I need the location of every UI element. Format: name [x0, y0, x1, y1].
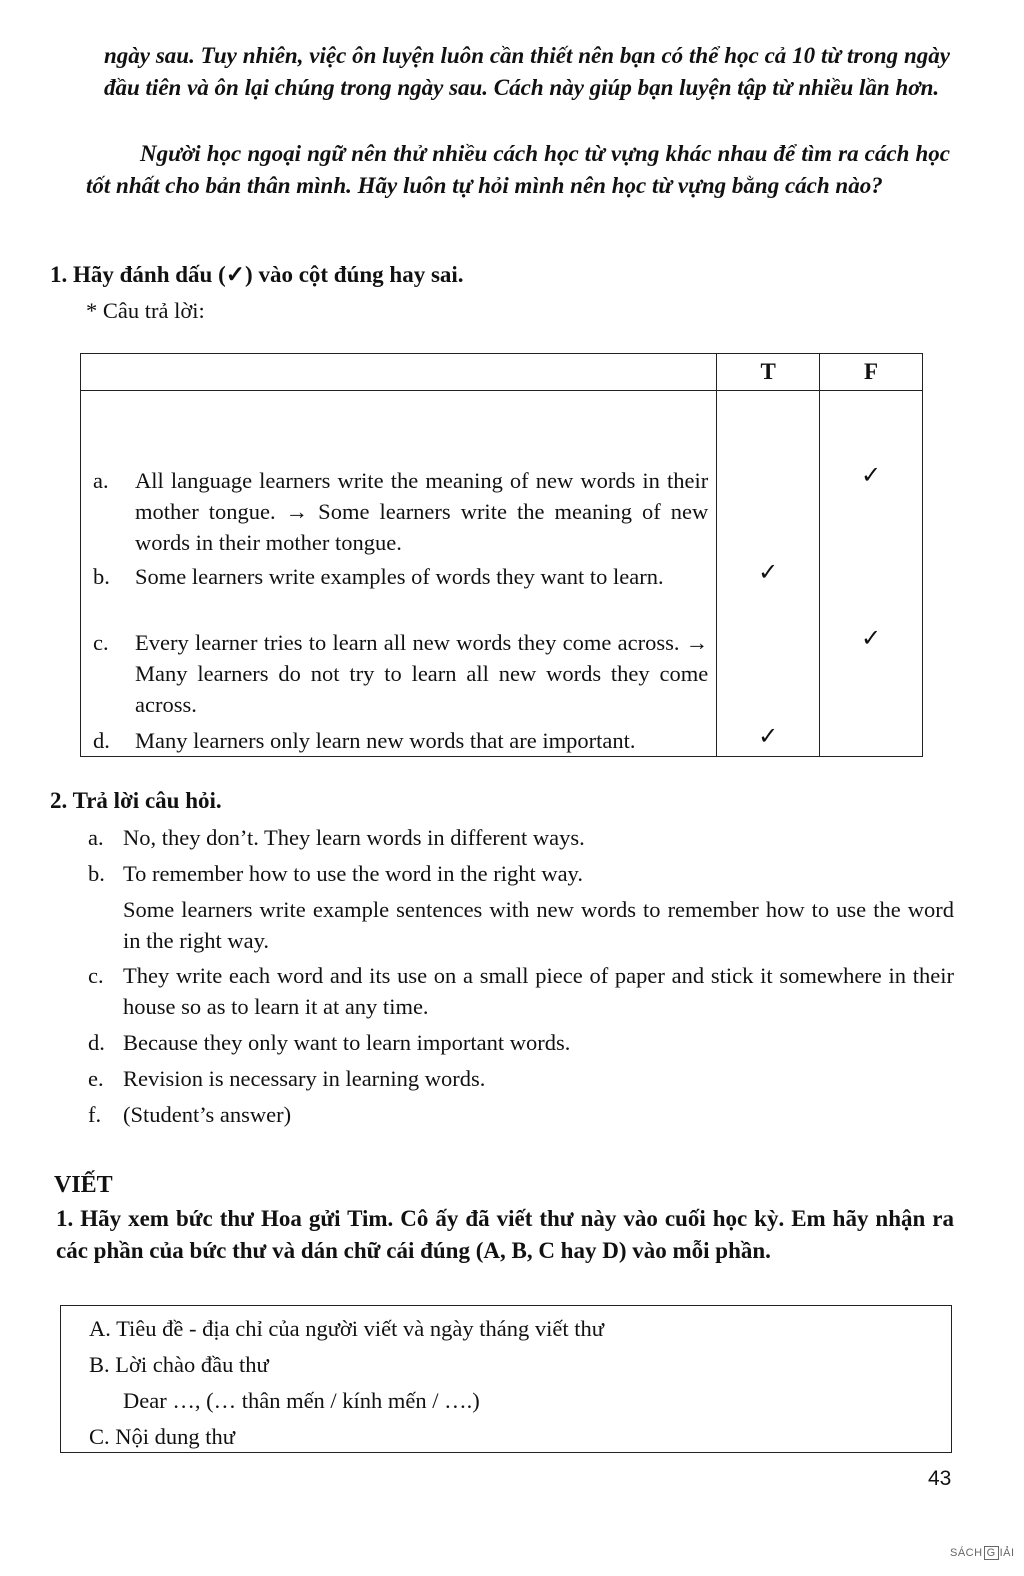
task1-title: 1. Hãy đánh dấu (✓) vào cột đúng hay sai. [50, 262, 464, 287]
writing-heading: VIẾT [54, 1172, 113, 1198]
letter-parts-box [60, 1305, 952, 1453]
check-mark: ✓ [861, 626, 882, 652]
table-row [81, 561, 716, 627]
check-mark: ✓ [758, 724, 779, 750]
reading-paragraph-1: ngày sau. Tuy nhiên, việc ôn luyện luôn cần thiết nên bạn có thể học cả 10 từ trong ngày đầu tiên và ôn lại chúng trong ngày sau. Cách này giúp bạn luyện tập từ nhiều lần hơn. [104, 43, 950, 100]
row-text: Every learner tries to learn all new words they come across. → Many learners do not try to learn all new words they come across. [135, 630, 709, 717]
true-false-table [80, 353, 923, 757]
logo-left: SÁCH [950, 1547, 983, 1559]
row-letter: b. [93, 564, 110, 589]
header-false: F [820, 354, 923, 391]
answer-extra-text: Some learners write example sentences with new words to remember how to use the word in the right way. [123, 897, 954, 953]
true-column [717, 391, 820, 757]
check-mark: ✓ [758, 560, 779, 586]
answer-letter: b. [88, 861, 105, 886]
answer-text: Because they only want to learn important words. [123, 1030, 571, 1055]
writing-task1-title: 1. Hãy xem bức thư Hoa gửi Tim. Cô ấy đã viết thư này vào cuối học kỳ. Em hãy nhận ra các phần của bức thư và dán chữ cái đúng (A, B, C hay D) vào mỗi phần. [56, 1206, 954, 1263]
letter-part-a: A. Tiêu đề - địa chỉ của người viết và ngày tháng viết thư [89, 1316, 604, 1341]
row-letter: c. [93, 630, 109, 655]
row-letter: d. [93, 728, 110, 753]
answer-item [88, 1099, 954, 1130]
table-row [81, 725, 716, 756]
statements-cell [81, 391, 717, 757]
letter-part-b: B. Lời chào đầu thư [89, 1352, 269, 1377]
answer-item [88, 1027, 954, 1058]
table-row [81, 465, 716, 561]
reading-paragraph-2: Người học ngoại ngữ nên thử nhiều cách học từ vựng khác nhau để tìm ra cách học tốt nhất cho bản thân mình. Hãy luôn tự hỏi mình nên học từ vựng bằng cách nào? [86, 141, 950, 198]
row-letter: a. [93, 468, 109, 493]
false-column [820, 391, 923, 757]
letter-part-b-sub: Dear …, (… thân mến / kính mến / ….) [123, 1388, 480, 1413]
answer-letter: d. [88, 1030, 105, 1055]
check-mark [820, 558, 922, 624]
check-mark [717, 461, 819, 558]
answer-item [88, 822, 954, 853]
site-logo [950, 1546, 1015, 1560]
answer-item [88, 960, 954, 1022]
row-text: All language learners write the meaning of new words in their mother tongue. → Some learners write the meaning of new words in their mother tongue. [135, 468, 709, 555]
answer-label: * Câu trả lời: [86, 298, 205, 323]
answer-text: No, they don’t. They learn words in different ways. [123, 825, 585, 850]
logo-right: IẢI [999, 1547, 1015, 1559]
table-header-blank [81, 354, 717, 391]
answer-letter: c. [88, 963, 104, 988]
table-row [81, 627, 716, 725]
header-true: T [717, 354, 820, 391]
answer-letter: f. [88, 1102, 102, 1127]
answer-text: To remember how to use the word in the right way. [123, 861, 583, 886]
answer-item [88, 1063, 954, 1094]
check-mark: ✓ [861, 463, 882, 489]
answer-letter: e. [88, 1066, 104, 1091]
row-text: Some learners write examples of words they want to learn. [135, 564, 664, 589]
answer-item [88, 858, 954, 956]
answer-text: (Student’s answer) [123, 1102, 292, 1127]
answer-letter: a. [88, 825, 104, 850]
answer-text: Revision is necessary in learning words. [123, 1066, 486, 1091]
row-text: Many learners only learn new words that are important. [135, 728, 636, 753]
logo-mid: G [984, 1546, 999, 1560]
letter-part-c: C. Nội dung thư [89, 1424, 235, 1449]
answer-text: They write each word and its use on a small piece of paper and stick it somewhere in their house so as to learn it at any time. [123, 963, 954, 1019]
check-mark [717, 624, 819, 722]
task2-title: 2. Trả lời câu hỏi. [50, 788, 222, 813]
page-number: 43 [928, 1467, 952, 1490]
